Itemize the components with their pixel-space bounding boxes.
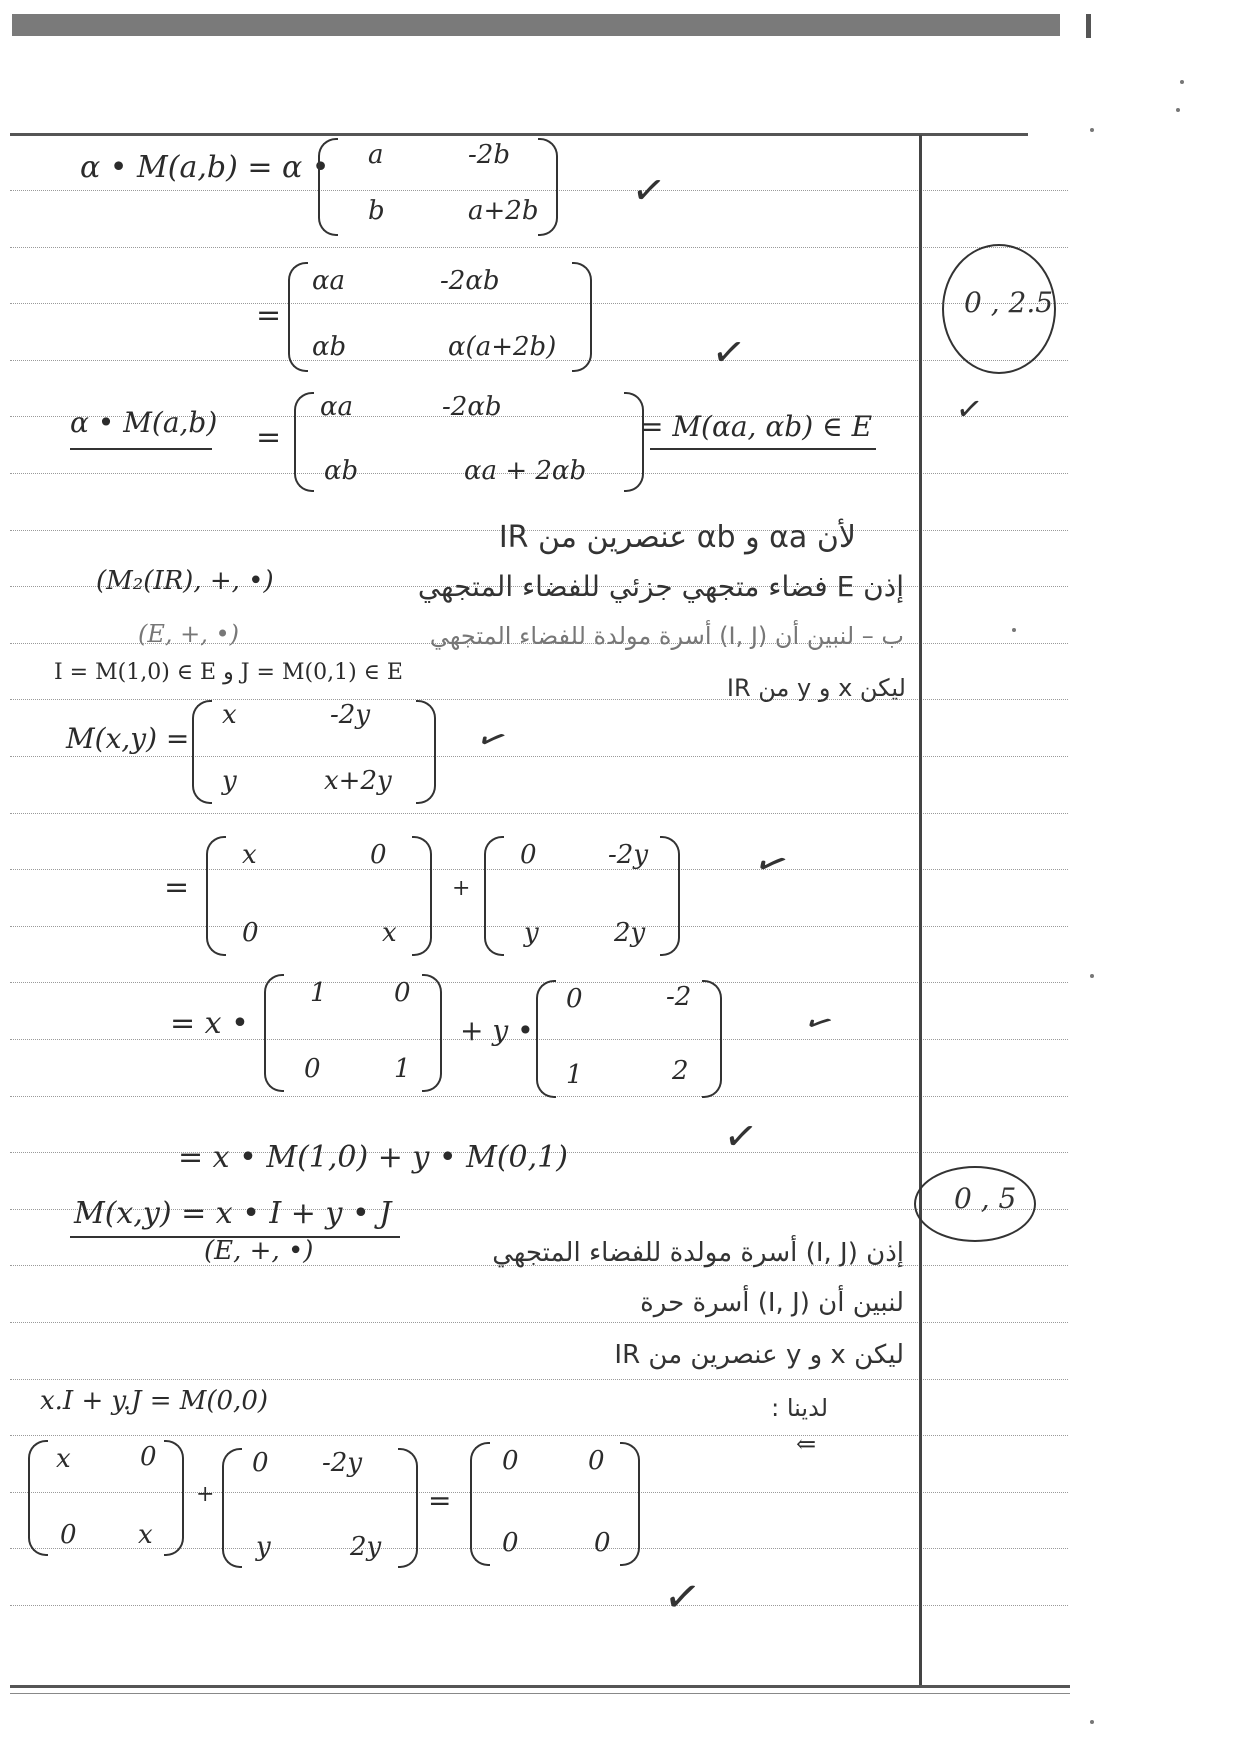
arabic-line-7: ليكن x و y عنصرين من IR xyxy=(614,1340,904,1370)
matrix-cell: 0 xyxy=(594,1528,611,1558)
line3-rhs: = M(αa, αb) ∈ E xyxy=(640,410,873,443)
matrix-cell: 0 xyxy=(140,1442,157,1472)
ij-definition: I = M(1,0) ∈ E و J = M(0,1) ∈ E xyxy=(54,660,403,685)
underline xyxy=(70,448,212,450)
matrix-cell: b xyxy=(368,196,385,226)
matrix-cell: 0 xyxy=(502,1446,519,1476)
matrix-cell: y xyxy=(256,1532,271,1562)
matrix-cell: x+2y xyxy=(324,766,392,796)
matrix-cell: -2αb xyxy=(442,392,502,422)
arabic-line-6: لنبين أن (I, J) أسرة حرة xyxy=(640,1288,904,1318)
implies-mark: ⇐ xyxy=(796,1430,817,1458)
matrix-9a xyxy=(28,1440,184,1556)
check-mark-icon: ✓ xyxy=(720,1111,761,1163)
plus-sign: + xyxy=(452,876,471,901)
matrix-cell: 0 xyxy=(502,1528,519,1558)
matrix-cell: -2y xyxy=(608,840,649,870)
matrix-cell: a xyxy=(368,140,384,170)
matrix-9b xyxy=(222,1448,418,1568)
matrix-cell: x xyxy=(56,1444,71,1474)
page-bottom-rule-thin xyxy=(10,1693,1070,1694)
scan-speck xyxy=(1180,80,1184,84)
arabic-line-2: إذن E فضاء متجهي جزئي للفضاء المتجهي xyxy=(417,570,904,603)
line6-plus: + y • xyxy=(460,1014,534,1047)
matrix-6a xyxy=(264,974,442,1092)
matrix-cell: αa xyxy=(320,392,354,422)
matrix-cell: -2y xyxy=(322,1448,363,1478)
matrix-cell: 0 xyxy=(566,984,583,1014)
matrix-cell: 0 xyxy=(60,1520,77,1550)
page-bottom-rule xyxy=(10,1685,1070,1688)
matrix-5a xyxy=(206,836,432,956)
scan-top-bar xyxy=(12,14,1060,36)
check-mark-icon: ✓ xyxy=(469,715,515,765)
line3-eq: = xyxy=(256,420,282,455)
matrix-cell: 2y xyxy=(614,918,646,948)
matrix-cell: x xyxy=(138,1520,153,1550)
ruled-line xyxy=(10,813,1068,814)
matrix-cell: -2b xyxy=(468,140,510,170)
ruled-line xyxy=(10,756,1068,757)
matrix-3 xyxy=(294,392,644,492)
matrix-cell: x xyxy=(382,918,397,948)
arabic-line-3-tail: (E, +, •) xyxy=(138,620,240,648)
line6-eq: = x • xyxy=(170,1006,249,1041)
check-mark-icon: ✓ xyxy=(797,999,842,1047)
matrix-6b xyxy=(536,980,722,1098)
ruled-line xyxy=(10,247,1068,248)
ruled-line xyxy=(10,1322,1068,1323)
matrix-cell: a+2b xyxy=(468,196,539,226)
score-value: 0 , 5 xyxy=(954,1182,1017,1215)
matrix-cell: 2y xyxy=(350,1532,382,1562)
arabic-line-2-tail: (M₂(IR), +, •) xyxy=(96,566,274,596)
arabic-line-3: ب – لنبين أن (I, J) أسرة مولدة للفضاء المتجهي xyxy=(429,622,904,650)
line3-lhs: α • M(a,b) xyxy=(70,406,218,439)
ruled-line xyxy=(10,1379,1068,1380)
ruled-line xyxy=(10,699,1068,700)
check-mark-icon: ✓ xyxy=(628,165,669,217)
score-circle-2 xyxy=(914,1166,1036,1242)
matrix-cell: -2αb xyxy=(440,266,500,296)
matrix-cell: αb xyxy=(312,332,347,362)
arabic-line-5: إذن (I, J) أسرة مولدة للفضاء المتجهي xyxy=(492,1238,904,1268)
matrix-cell: -2y xyxy=(330,700,371,730)
ruled-line xyxy=(10,1605,1068,1606)
equals-sign: = xyxy=(428,1484,452,1517)
score-value: 0 , 2.5 xyxy=(964,286,1054,319)
matrix-cell: 0 xyxy=(370,840,387,870)
underline xyxy=(650,448,876,450)
check-mark-icon: ✓ xyxy=(747,836,797,892)
matrix-cell: αa xyxy=(312,266,346,296)
line1-lhs: α • M(a,b) = α • xyxy=(80,150,330,185)
margin-line xyxy=(919,135,922,1685)
check-mark-icon: ✓ xyxy=(708,327,749,379)
matrix-5b xyxy=(484,836,680,956)
page-top-rule xyxy=(10,133,1028,136)
matrix-cell: 2 xyxy=(672,1056,689,1086)
line8: M(x,y) = x • I + y • J xyxy=(74,1196,392,1231)
scan-speck xyxy=(1090,974,1094,978)
matrix-cell: x xyxy=(242,840,257,870)
scan-speck xyxy=(1090,1720,1094,1724)
check-mark-icon: ✓ xyxy=(953,388,986,430)
arabic-line-5-tail: (E, +, •) xyxy=(204,1236,314,1266)
plus-sign: + xyxy=(196,1482,215,1507)
matrix-cell: αa + 2αb xyxy=(464,456,587,486)
arabic-line-4: ليكن x و y من IR xyxy=(726,674,906,702)
line9: x.I + y.J = M(0,0) xyxy=(40,1386,269,1416)
matrix-cell: -2 xyxy=(666,982,692,1012)
ruled-line xyxy=(10,1435,1068,1436)
line5-eq: = xyxy=(164,870,190,905)
matrix-cell: αb xyxy=(324,456,359,486)
matrix-cell: 1 xyxy=(566,1060,583,1090)
scan-speck xyxy=(1090,128,1094,132)
matrix-cell: x xyxy=(222,700,237,730)
line7: = x • M(1,0) + y • M(0,1) xyxy=(178,1140,568,1175)
matrix-cell: 0 xyxy=(520,840,537,870)
matrix-cell: 1 xyxy=(310,978,327,1008)
matrix-4 xyxy=(192,700,436,804)
matrix-9c xyxy=(470,1442,640,1566)
scan-speck xyxy=(1176,108,1180,112)
matrix-cell: y xyxy=(222,766,237,796)
matrix-cell: 1 xyxy=(394,1054,411,1084)
matrix-1 xyxy=(318,138,558,236)
matrix-cell: 0 xyxy=(588,1446,605,1476)
arabic-line-8: لدينا : xyxy=(771,1394,828,1422)
scan-edge-mark xyxy=(1086,14,1091,38)
matrix-cell: 0 xyxy=(394,978,411,1008)
matrix-cell: α(a+2b) xyxy=(448,332,557,362)
matrix-cell: 0 xyxy=(304,1054,321,1084)
mxy-lhs: M(x,y) = xyxy=(66,722,190,755)
matrix-cell: y xyxy=(524,918,539,948)
check-mark-icon: ✓ xyxy=(660,1569,705,1626)
matrix-cell: 0 xyxy=(242,918,259,948)
scan-speck xyxy=(1012,628,1016,632)
arabic-line-1: لأن αa و αb عنصرين من IR xyxy=(498,520,856,555)
matrix-2 xyxy=(288,262,592,372)
score-circle-1 xyxy=(942,244,1056,374)
line2-eq: = xyxy=(256,298,282,333)
matrix-cell: 0 xyxy=(252,1448,269,1478)
